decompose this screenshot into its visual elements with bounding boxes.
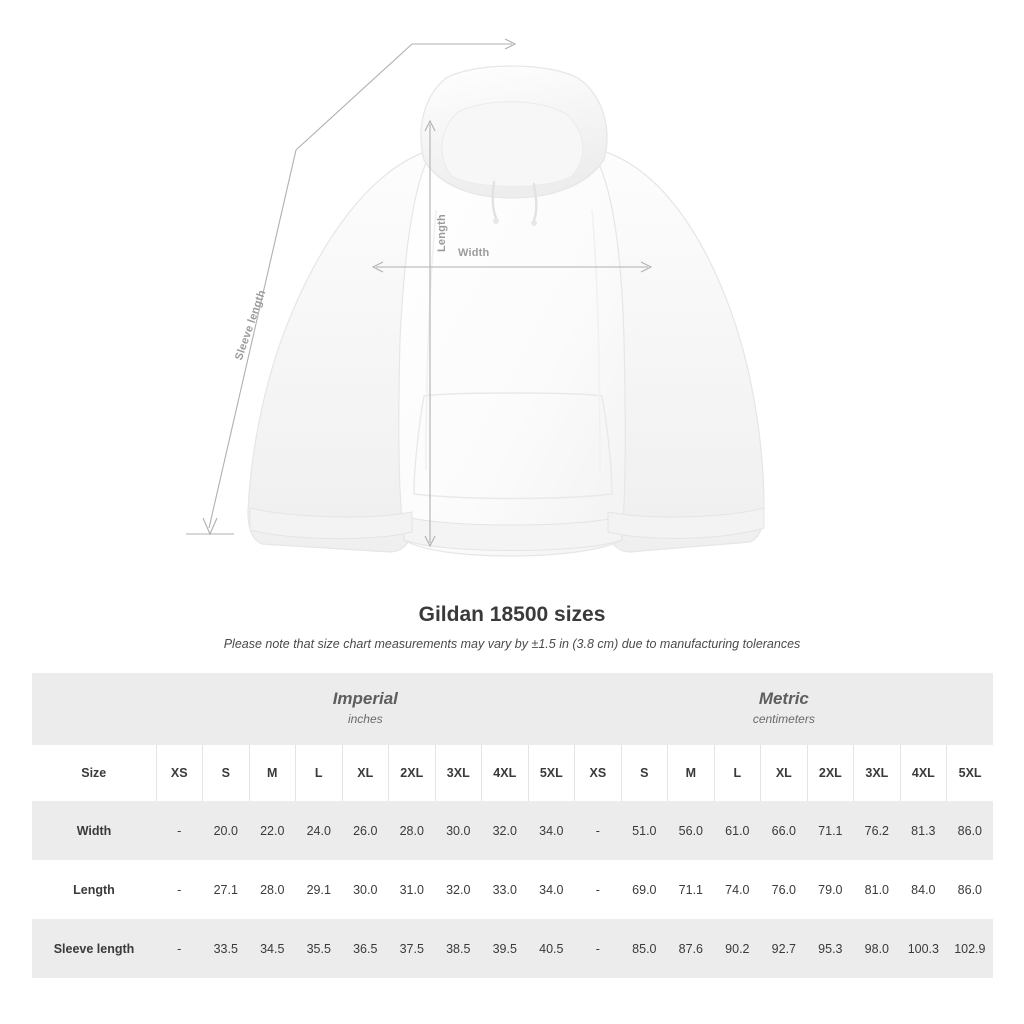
sleeve-imperial-4xl: 39.5 [482,919,529,978]
width-imperial-xl: 26.0 [342,801,389,860]
length-imperial-xs: - [156,860,203,919]
sleeve-metric-5xl: 102.9 [947,919,994,978]
sleeve-length-label: Sleeve length [233,288,269,362]
page-title: Gildan 18500 sizes [418,603,606,626]
length-metric-xs: - [575,860,622,919]
sleeve-metric-2xl: 95.3 [807,919,854,978]
sleeve-metric-xl: 92.7 [761,919,808,978]
row-label-sleeve-length: Sleeve length [32,919,156,978]
width-metric-l: 61.0 [714,801,761,860]
size-row [32,745,993,801]
length-metric-m: 71.1 [668,860,715,919]
size-imperial-l: L [296,745,343,801]
size-metric-m: M [668,745,715,801]
title-block [0,585,1024,651]
size-imperial-m: M [249,745,296,801]
metric-header-cell [575,673,994,745]
width-metric-m: 56.0 [668,801,715,860]
length-imperial-3xl: 32.0 [435,860,482,919]
table-row-width [32,801,993,860]
width-metric-4xl: 81.3 [900,801,947,860]
size-imperial-xl: XL [342,745,389,801]
length-imperial-xl: 30.0 [342,860,389,919]
length-metric-2xl: 79.0 [807,860,854,919]
row-label-length: Length [32,860,156,919]
sleeve-imperial-xs: - [156,919,203,978]
sleeve-imperial-5xl: 40.5 [528,919,575,978]
width-metric-3xl: 76.2 [854,801,901,860]
length-imperial-m: 28.0 [249,860,296,919]
sleeve-metric-xs: - [575,919,622,978]
sleeve-metric-s: 85.0 [621,919,668,978]
imperial-header-cell [156,673,575,745]
sleeve-shoulder-line [296,44,412,150]
width-imperial-3xl: 30.0 [435,801,482,860]
sleeve-imperial-xl: 36.5 [342,919,389,978]
sleeve-imperial-s: 33.5 [203,919,250,978]
size-metric-l: L [714,745,761,801]
size-metric-5xl: 5XL [947,745,994,801]
width-imperial-s: 20.0 [203,801,250,860]
imperial-unit-name: Imperial [332,689,398,709]
width-imperial-xs: - [156,801,203,860]
width-metric-xs: - [575,801,622,860]
width-metric-xl: 66.0 [761,801,808,860]
sleeve-metric-3xl: 98.0 [854,919,901,978]
tolerance-note: Please note that size chart measurements may vary by ±1.5 in (3.8 cm) due to manufacturing tolerances [223,637,801,651]
size-imperial-2xl: 2XL [389,745,436,801]
sleeve-metric-l: 90.2 [714,919,761,978]
width-imperial-5xl: 34.0 [528,801,575,860]
sleeve-imperial-2xl: 37.5 [389,919,436,978]
width-imperial-2xl: 28.0 [389,801,436,860]
width-metric-5xl: 86.0 [947,801,994,860]
size-metric-2xl: 2XL [807,745,854,801]
sleeve-imperial-l: 35.5 [296,919,343,978]
garment-shape [248,66,764,556]
size-imperial-4xl: 4XL [482,745,529,801]
size-chart-table [32,673,993,978]
length-imperial-4xl: 33.0 [482,860,529,919]
size-imperial-s: S [203,745,250,801]
metric-unit-sub: centimeters [752,711,815,726]
size-chart-table-wrap [32,673,992,978]
length-imperial-l: 29.1 [296,860,343,919]
length-imperial-s: 27.1 [203,860,250,919]
length-imperial-5xl: 34.0 [528,860,575,919]
width-label: Width [458,247,490,259]
sleeve-metric-4xl: 100.3 [900,919,947,978]
unit-header-row [32,673,993,745]
length-metric-l: 74.0 [714,860,761,919]
sleeve-imperial-m: 34.5 [249,919,296,978]
width-imperial-4xl: 32.0 [482,801,529,860]
length-metric-xl: 76.0 [761,860,808,919]
width-metric-2xl: 71.1 [807,801,854,860]
size-imperial-5xl: 5XL [528,745,575,801]
width-imperial-l: 24.0 [296,801,343,860]
length-imperial-2xl: 31.0 [389,860,436,919]
length-metric-s: 69.0 [621,860,668,919]
size-row-label: Size [32,745,156,801]
size-imperial-xs: XS [156,745,203,801]
size-metric-s: S [621,745,668,801]
size-metric-4xl: 4XL [900,745,947,801]
length-metric-5xl: 86.0 [947,860,994,919]
length-label: Length [436,214,448,252]
size-imperial-3xl: 3XL [435,745,482,801]
table-row-length [32,860,993,919]
sleeve-metric-m: 87.6 [668,919,715,978]
length-metric-4xl: 84.0 [900,860,947,919]
width-metric-s: 51.0 [621,801,668,860]
length-metric-3xl: 81.0 [854,860,901,919]
imperial-unit-sub: inches [347,711,383,726]
size-metric-xl: XL [761,745,808,801]
row-label-width: Width [32,801,156,860]
metric-unit-name: Metric [758,689,809,709]
unit-header-spacer [32,673,156,745]
width-imperial-m: 22.0 [249,801,296,860]
sleeve-imperial-3xl: 38.5 [435,919,482,978]
size-metric-xs: XS [575,745,622,801]
size-metric-3xl: 3XL [854,745,901,801]
table-row-sleeve-length [32,919,993,978]
